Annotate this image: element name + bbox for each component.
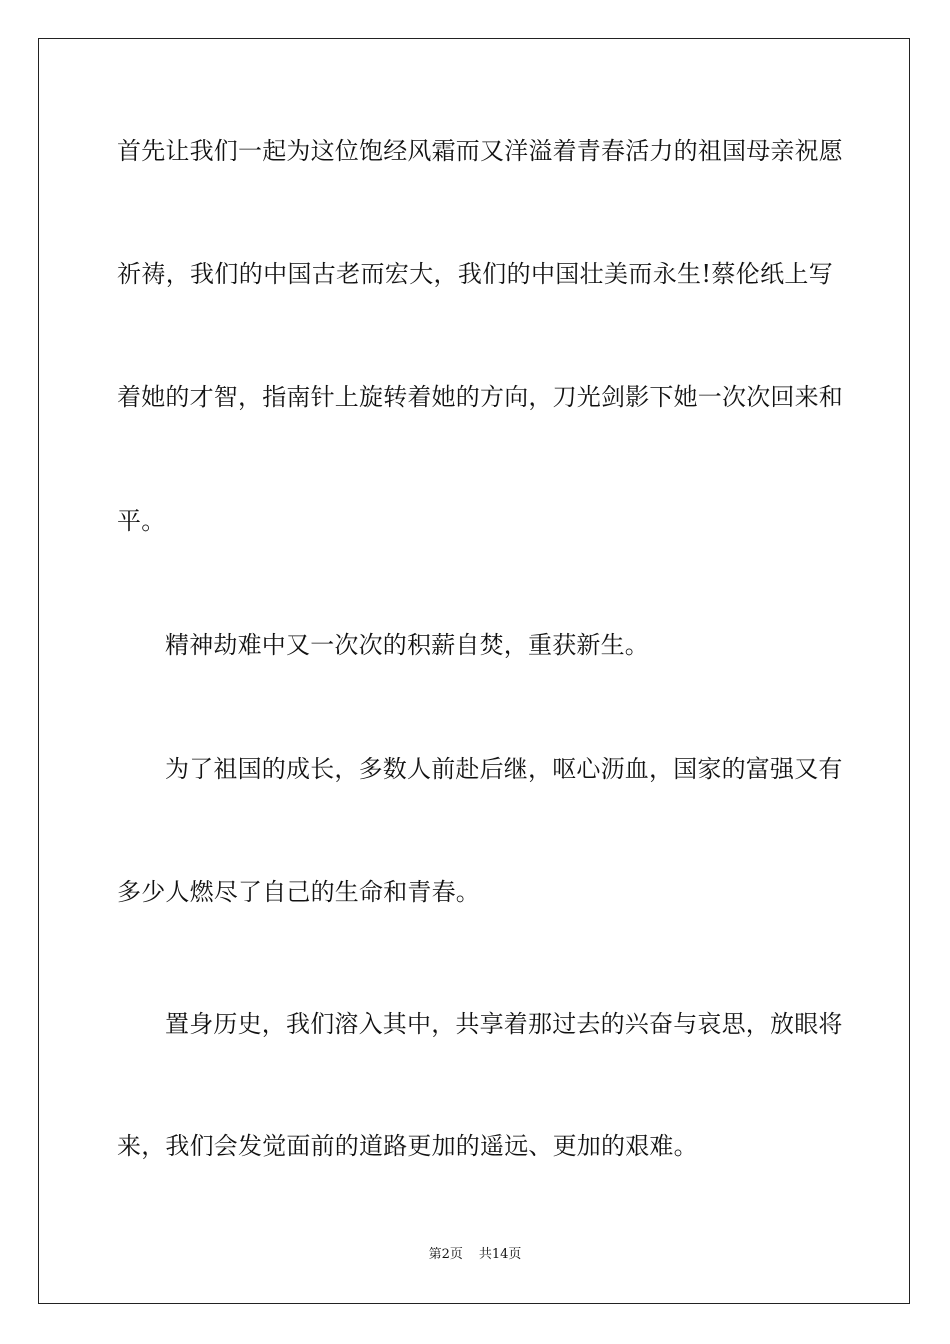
page-footer	[0, 1246, 950, 1264]
paragraph-line: 来，我们会发觉面前的道路更加的遥远、更加的艰难。	[117, 1132, 698, 1160]
paragraph-line: 首先让我们一起为这位饱经风霜而又洋溢着青春活力的祖国母亲祝愿	[117, 137, 843, 165]
paragraph-line: 精神劫难中又一次次的积薪自焚，重获新生。	[165, 631, 649, 659]
paragraph-line: 多少人燃尽了自己的生命和青春。	[117, 878, 480, 906]
page-number: 第2页	[428, 1247, 463, 1262]
page-border	[38, 38, 910, 1304]
paragraph-line: 祈祷，我们的中国古老而宏大，我们的中国壮美而永生!蔡伦纸上写	[117, 260, 833, 288]
paragraph-line: 着她的才智，指南针上旋转着她的方向，刀光剑影下她一次次回来和	[117, 383, 843, 411]
paragraph-line: 置身历史，我们溶入其中，共享着那过去的兴奋与哀思，放眼将	[165, 1010, 843, 1038]
page-total: 共14页	[478, 1247, 522, 1262]
paragraph-line: 平。	[117, 507, 166, 535]
paragraph-line: 为了祖国的成长，多数人前赴后继，呕心沥血，国家的富强又有	[165, 755, 843, 783]
